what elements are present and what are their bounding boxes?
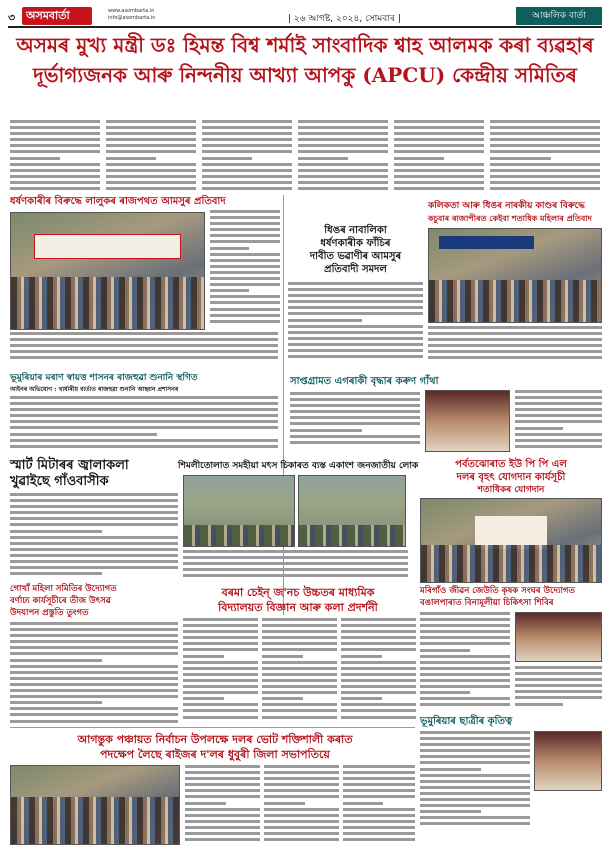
lead-headline-line1: অসমৰ মুখ্য মন্ত্ৰী ডঃ হিমন্ত বিশ্ব শৰ্মাই সাংবাদিক শ্বাহ আলমক কৰা ব্যৱহাৰ xyxy=(16,33,594,57)
smart-meter-headline-1: স্মাৰ্ট মিটাৰৰ জ্বালাকলা xyxy=(10,458,129,473)
web-email: info@asombarta.in xyxy=(108,15,156,21)
lead-body-col5 xyxy=(394,120,484,195)
mariganj-body-right xyxy=(515,666,602,712)
school-body-3 xyxy=(341,618,416,726)
student-photo xyxy=(534,731,602,791)
bottom-photo xyxy=(10,765,180,845)
dhing-body xyxy=(288,282,423,367)
gosaigaon-headline-2: বৰ্ণাঢ্য কাৰ্যসূচীৰে তীজ উৎসৱ xyxy=(10,596,111,606)
web-url: www.asombarta.in xyxy=(108,8,155,14)
parbatjhora-headline-1: পৰ্বতঝোৰাত ইউ পি পি এল xyxy=(455,459,567,470)
bottom-headline-1: আগন্তুক পঞ্চায়ত নিৰ্বাচন উপলক্ষে দলৰ ভোট শক্তিশালী কৰাত xyxy=(77,733,353,746)
kolkata-headline-2: কচুবাৰ ৰাজাপীৰত কেইবা শতাধিক মহিলাৰ প্ৰতিবাদ xyxy=(428,213,592,223)
gosaigaon-headline-1: গোখাঁ মহিলা সমিতিৰ উদ্যোগত xyxy=(10,584,117,594)
parbatjhora-photo xyxy=(420,498,602,583)
school-headline-2: বিদ্যালয়ত বিজ্ঞান আৰু কলা প্ৰদৰ্শনী xyxy=(218,601,378,614)
student-body xyxy=(420,731,530,831)
kolkata-photo xyxy=(428,228,602,323)
saptagram-body xyxy=(290,392,420,452)
lead-headline-line2: দূৰ্ভাগ্যজনক আৰু নিন্দনীয় আখ্যা আপকু (APCU) কেন্দ্ৰীয় সমিতিৰ xyxy=(33,63,577,87)
kolkata-body xyxy=(428,326,602,368)
mariganj-headline-2: বঙালপাৰাত বিনামূলীয়া চিকিৎসা শিবিৰ xyxy=(420,598,554,608)
bottom-body-3 xyxy=(343,765,415,850)
school-body-2 xyxy=(262,618,337,726)
protest-body-side xyxy=(210,210,280,330)
dhing-headline-2: ধৰ্ষণকাৰীক ফাঁচিৰ xyxy=(320,238,391,249)
saptagram-body-right xyxy=(515,390,602,454)
smart-meter-body xyxy=(10,493,178,581)
dhing-headline-1: ধিঙৰ নাবালিকা xyxy=(324,225,387,236)
mariganj-body xyxy=(420,612,510,712)
saptagram-photo xyxy=(425,390,510,452)
bottom-body-1 xyxy=(185,765,260,850)
shimlitola-headline: শিমলীতোলাত সমহীয়া মৎস চিকাৰত ব্যস্ত একাংশ জনজাতীয় লোক xyxy=(178,461,419,471)
student-headline: ভূমুৰিয়াৰ ছাত্ৰীৰ কৃতিত্ব xyxy=(420,716,513,727)
mariganj-headline-1: মৰিগাঁও জীৱন জেউতি কৃষক সংঘৰ উদ্যোগত xyxy=(420,586,575,596)
kolkata-headline-1: কলিকতা আৰু ধিঙৰ নাৰকীয় কাণ্ডৰ বিৰুদ্ধে xyxy=(428,201,585,211)
bottom-headline-2: পদক্ষেপ লৈছে ৰাইজৰ দ'লৰ ধুবুৰী জিলা সভাপতিয়ে xyxy=(100,748,330,761)
parbatjhora-headline-3: শতাধিকৰ যোগদান xyxy=(477,485,545,495)
dhing-headline-4: প্ৰতিবাদী সমদল xyxy=(324,264,387,275)
issue-date: | ২৬ আগষ্ট, ২০২৪, সোমবাৰ | xyxy=(288,14,401,24)
saptagram-headline: সাপ্তগ্ৰামত এগৰাকী বৃদ্ধাৰ কৰুণ গাঁথা xyxy=(290,376,439,387)
lead-body-col4 xyxy=(298,120,388,195)
bhumuria-subhead: আইনৰ অভিযোগ : খাৰ্য্যৰীয় বাৰ্তাত ৰাজহুৱা শুনানি আহ্বান প্ৰশাসনৰ xyxy=(10,386,179,393)
lead-body-col2 xyxy=(106,120,196,195)
mariganj-photo xyxy=(515,612,602,662)
protest-photo xyxy=(10,212,205,330)
gosaigaon-headline-3: উদযাপন প্ৰস্তুতি তুংগত xyxy=(10,608,89,618)
lead-body-col6 xyxy=(490,120,600,195)
smart-meter-headline-2: খুৱাইছে গাঁওবাসীক xyxy=(10,474,109,489)
lead-body-col1 xyxy=(10,120,100,195)
dhing-headline-3: দাবীত ভৱাণীৰ আমসুৰ xyxy=(309,251,402,262)
bottom-body-2 xyxy=(264,765,339,850)
newspaper-logo: অসমবাৰ্তা xyxy=(22,7,92,25)
shimlitola-photo-1 xyxy=(183,475,295,547)
gosaigaon-body xyxy=(10,622,178,727)
web-info xyxy=(108,8,155,22)
bhumuria-body xyxy=(10,396,278,454)
section-rule xyxy=(10,727,415,728)
page-number: ৩ xyxy=(8,11,16,24)
shimlitola-photo-2 xyxy=(298,475,406,547)
section-label: আঞ্চলিক বাৰ্তা xyxy=(516,7,602,25)
protest-body xyxy=(10,332,278,367)
school-body-1 xyxy=(183,618,258,726)
shimlitola-body xyxy=(183,550,408,582)
school-headline-1: বৰমা চেইন্ জ'নচ উচ্চতৰ মাধ্যমিক xyxy=(221,586,375,599)
lead-body-col3 xyxy=(202,120,292,195)
parbatjhora-headline-2: দলৰ বৃহৎ যোগদান কাৰ্যসূচী xyxy=(456,472,566,483)
protest-headline: ধৰ্ষণকাৰীৰ বিৰুদ্ধে লালুকৰ ৰাজপথত আমসুৰ প্ৰতিবাদ xyxy=(10,196,226,207)
masthead xyxy=(8,6,602,28)
bhumuria-headline: ভূমুৰিয়াৰ মৰাণ স্বায়ত্ত শাসনৰ ৰাজহুৱা শুনানি স্থগিত xyxy=(10,373,198,383)
